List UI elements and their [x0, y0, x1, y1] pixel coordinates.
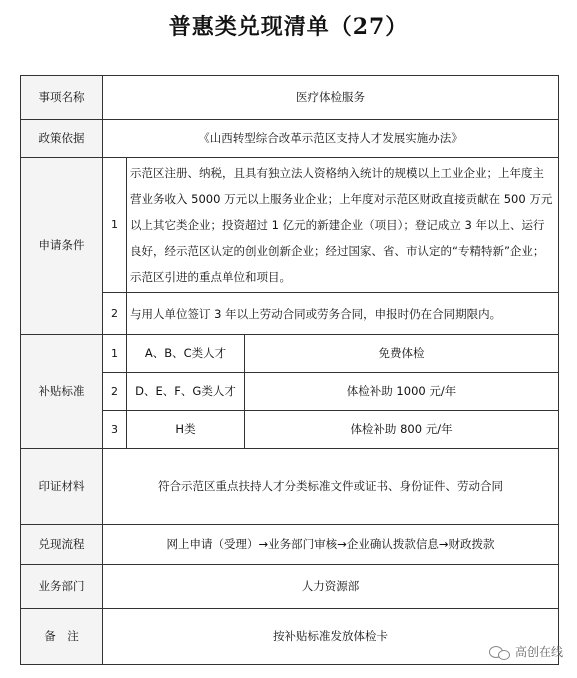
condition-number: 2: [103, 293, 127, 335]
subsidy-number: 2: [103, 373, 127, 411]
wechat-icon: [489, 645, 511, 659]
subsidy-benefit: 免费体检: [245, 335, 559, 373]
row-item-name: [21, 76, 559, 120]
redemption-table: [20, 75, 559, 665]
subsidy-category: H类: [127, 411, 245, 449]
subsidy-label: 补贴标准: [21, 335, 103, 449]
row-condition-1: [21, 158, 559, 293]
row-materials: [21, 449, 559, 525]
department-value: 人力资源部: [103, 565, 559, 609]
row-policy-basis: [21, 120, 559, 158]
row-process: [21, 525, 559, 565]
condition-number: 1: [103, 158, 127, 293]
subsidy-benefit: 体检补助 800 元/年: [245, 411, 559, 449]
policy-basis-label: 政策依据: [21, 120, 103, 158]
condition-text: 示范区注册、纳税，且具有独立法人资格纳入统计的规模以上工业企业；上年度主营业务收入 5000 万元以上服务业企业；上年度对示范区财政直接贡献在 500 万元以上其它类企业；投资超过 1 亿元的新建企业（项目）；登记成立 3 年以上、运行良好，经示范区认定的创业创新企业；经过国家、省、市认定的“专精特新”企业；示范区引进的重点单位和项目。: [127, 158, 559, 293]
row-department: [21, 565, 559, 609]
subsidy-category: A、B、C类人才: [127, 335, 245, 373]
materials-value: 符合示范区重点扶持人才分类标准文件或证书、身份证件、劳动合同: [103, 449, 559, 525]
page-title: 普惠类兑现清单（27）: [168, 14, 409, 40]
watermark: [489, 643, 563, 660]
materials-label: 印证材料: [21, 449, 103, 525]
department-label: 业务部门: [21, 565, 103, 609]
remarks-label: 备 注: [21, 609, 103, 665]
subsidy-category: D、E、F、G类人才: [127, 373, 245, 411]
process-label: 兑现流程: [21, 525, 103, 565]
item-name-label: 事项名称: [21, 76, 103, 120]
remarks-value: 按补贴标准发放体检卡: [103, 609, 559, 665]
row-subsidy-1: [21, 335, 559, 373]
policy-basis-value: 《山西转型综合改革示范区支持人才发展实施办法》: [103, 120, 559, 158]
item-name-value: 医疗体检服务: [103, 76, 559, 120]
conditions-label: 申请条件: [21, 158, 103, 335]
row-remarks: [21, 609, 559, 665]
subsidy-number: 1: [103, 335, 127, 373]
subsidy-number: 3: [103, 411, 127, 449]
process-value: 网上申请（受理）→业务部门审核→企业确认拨款信息→财政拨款: [103, 525, 559, 565]
watermark-text: 高创在线: [514, 645, 563, 659]
subsidy-benefit: 体检补助 1000 元/年: [245, 373, 559, 411]
condition-text: 与用人单位签订 3 年以上劳动合同或劳务合同，申报时仍在合同期限内。: [127, 293, 559, 335]
